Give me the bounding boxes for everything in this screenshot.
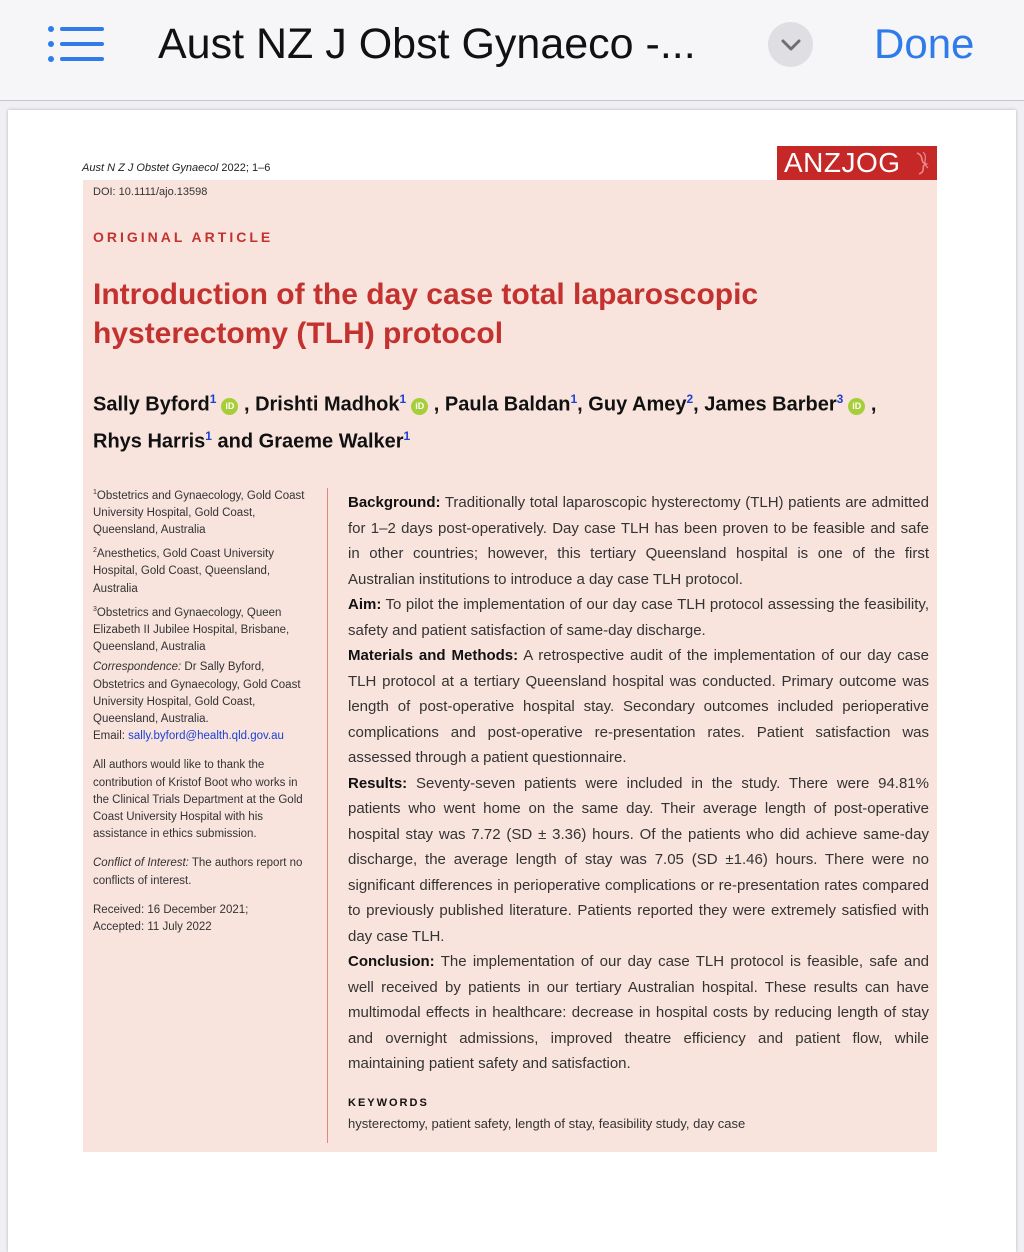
author: Sally Byford xyxy=(93,393,210,416)
chevron-down-icon[interactable] xyxy=(768,22,813,67)
article-type: ORIGINAL ARTICLE xyxy=(93,229,274,245)
email-link[interactable]: sally.byford@health.qld.gov.au xyxy=(128,730,284,743)
crest-icon xyxy=(911,150,933,176)
keywords-label: KEYWORDS xyxy=(348,1097,429,1109)
doi: DOI: 10.1111/ajo.13598 xyxy=(93,186,208,198)
dates: Received: 16 December 2021; Accepted: 11 July 2022 xyxy=(93,903,249,933)
keywords: hysterectomy, patient safety, length of stay, feasibility study, day case xyxy=(348,1116,746,1131)
column-divider xyxy=(327,488,328,1143)
abstract-aim: Aim: To pilot the implementation of our day case TLH protocol assessing the feasibility, safety and patient satisfaction of same-day discharge. xyxy=(348,596,929,639)
author: Rhys Harris xyxy=(93,430,206,453)
author-list: Sally Byford$^1$ iD , Drishti Madhok$^1$ iD , Paula Baldan$^1$, Guy Amey$^2$, James Barber$^3$ iD , Rhys Harris$^1$ and Graeme Walker$^1$ xyxy=(93,392,877,453)
orcid-icon[interactable]: iD xyxy=(411,398,428,415)
article-sidebar xyxy=(93,484,308,939)
toolbar xyxy=(0,0,1024,101)
abstract xyxy=(348,490,929,1077)
affiliation: $^3$Obstetrics and Gynaecology, Queen Elizabeth II Jubilee Hospital, Brisbane, Queensland, Australia xyxy=(93,605,290,654)
journal-citation: Aust N Z J Obstet Gynaecol 2022; 1–6 xyxy=(82,162,271,174)
abstract-results: Results: Seventy-seven patients were included in the study. There were 94.81% patients who went home on the same day. Their average length of post-operative hospital stay was 7.72 (SD ± 3.36) hours. Of the patients who did achieve same-day discharge, the average length of stay was 7.05 (SD ±1.46) hours. There were no significant differences in perioperative complications or re-presentation rates compared to previously published literature. Patients reported they were extremely satisfied with day case TLH. xyxy=(348,774,929,945)
conflict-of-interest: Conflict of Interest: The authors report no conflicts of interest. xyxy=(93,857,303,887)
author: Guy Amey xyxy=(588,393,687,416)
acknowledgement: All authors would like to thank the contribution of Kristof Boot who works in the Clinical Trials Department at the Gold Coast University Hospital with his assistance in ethics submission. xyxy=(93,759,303,841)
journal-logo: ANZJOG xyxy=(777,146,937,180)
author: Paula Baldan xyxy=(444,393,571,416)
correspondence: Correspondence: Dr Sally Byford, Obstetrics and Gynaecology, Gold Coast University Hospital, Gold Coast, Queensland, Australia. Email: sally.byford@health.qld.gov.au xyxy=(93,661,301,743)
abstract-conclusion: Conclusion: The implementation of our day case TLH protocol is feasible, safe and well received by patients in our tertiary Australian hospital. These results can have multimodal effects in healthcare: decrease in hospital costs by reducing length of stay and overnight admissions, improved theatre efficiency and patient flow, while maintaining patient safety and satisfaction. xyxy=(348,953,929,1072)
orcid-icon[interactable]: iD xyxy=(221,398,238,415)
author: James Barber xyxy=(704,393,837,416)
author: Drishti Madhok xyxy=(255,393,400,416)
document-title: Aust NZ J Obst Gynaeco -... xyxy=(158,20,696,68)
affiliation: $^2$Anesthetics, Gold Coast University Hospital, Gold Coast, Queensland, Australia xyxy=(93,547,274,595)
abstract-methods: Materials and Methods: A retrospective audit of the implementation of our day case TLH protocol at a tertiary Queensland hospital was conducted. Primary outcome was length of post-operative hospital stay. Secondary outcomes included perioperative complications and post-operative re-presentation rates. Patient satisfaction was assessed through a patient questionnaire. xyxy=(348,647,929,766)
affiliation: $^1$Obstetrics and Gynaecology, Gold Coast University Hospital, Gold Coast, Queensland, Australia xyxy=(93,489,305,537)
orcid-icon[interactable]: iD xyxy=(848,398,865,415)
author: Graeme Walker xyxy=(258,430,404,453)
abstract-background: Background: Traditionally total laparoscopic hysterectomy (TLH) patients are admitted for 1–2 days post-operatively. Day case TLH has been proven to be feasible and safe in other countries; however, this tertiary Queensland hospital is one of the first Australian institutions to introduce a day case TLH protocol. xyxy=(348,494,929,588)
list-icon[interactable] xyxy=(44,22,108,66)
done-button[interactable]: Done xyxy=(874,20,975,67)
article-title: Introduction of the day case total laparoscopic hysterectomy (TLH) protocol xyxy=(93,278,759,350)
